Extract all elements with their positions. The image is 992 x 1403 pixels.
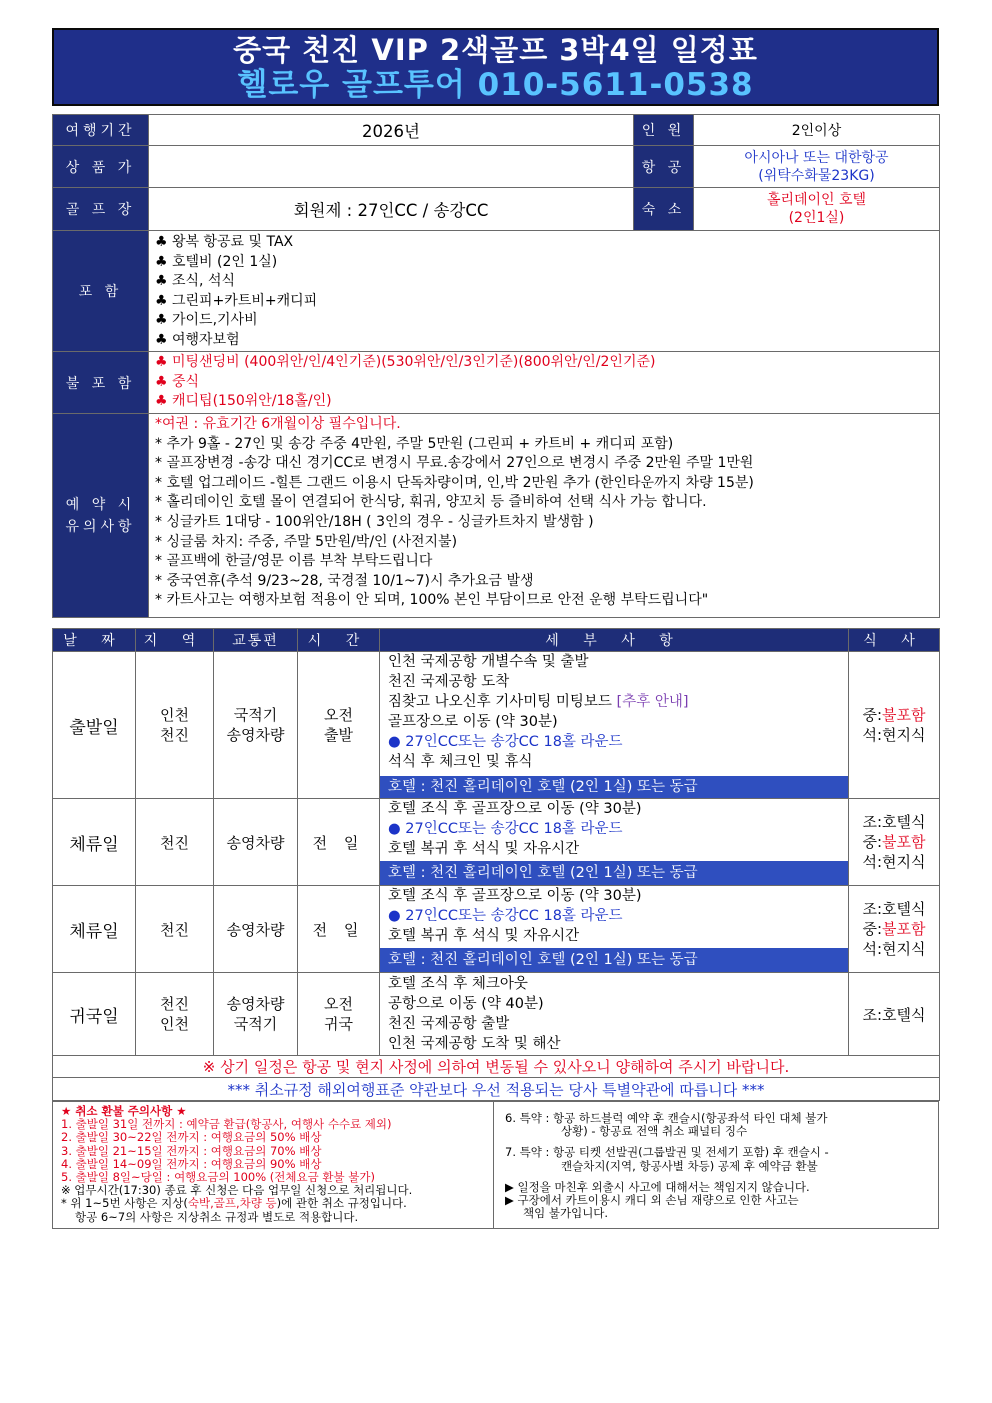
meal-line: 조:호텔식 <box>862 813 926 831</box>
detail-line: 인천 국제공항 도착 및 해산 <box>388 1036 561 1052</box>
region-line: 천진 <box>160 995 189 1013</box>
meal-prefix: 중: <box>862 920 883 938</box>
col-date: 날 짜 <box>53 629 136 652</box>
notes-label-line: 유의사항 <box>65 518 136 535</box>
air-cancel-note: 항공 6~7의 사항은 지상취소 규정과 별도로 적용합니다. <box>75 1209 359 1224</box>
table-row <box>53 799 940 886</box>
col-time: 시 간 <box>298 629 380 652</box>
day-region: 천진 <box>136 799 214 886</box>
liability-note-2: ▶ 구장에서 카트이용시 캐디 외 손님 재량으로 인한 사고는 <box>505 1193 799 1208</box>
note-text: * 위 1~5번 사항은 지상( <box>61 1196 188 1211</box>
meal-line <box>855 832 933 852</box>
meal-line: 석:현지식 <box>862 940 926 958</box>
meal-not-included: 불포함 <box>882 833 926 851</box>
list-item: * 싱글카트 1대당 - 100위안/18H ( 3인의 경우 - 싱글카트차지 발생함 ) <box>155 513 594 530</box>
period-label: 여행기간 <box>53 115 149 146</box>
day-time <box>298 973 380 1056</box>
list-item: ♣ 왕복 항공료 및 TAX <box>155 234 294 250</box>
day-time: 전 일 <box>298 799 380 886</box>
day-transport: 송영차량 <box>214 886 298 973</box>
list-item: ♣ 중식 <box>155 373 200 390</box>
title-banner <box>52 28 939 106</box>
list-item: * 싱글룸 차지: 주중, 주말 5만원/박/인 (사전지불) <box>155 533 458 550</box>
detail-line: 석식 후 체크인 및 휴식 <box>388 754 533 770</box>
cancellation-box <box>52 1101 939 1229</box>
notes-label <box>53 414 149 618</box>
detail-line: 공항으로 이동 (약 40분) <box>388 996 544 1012</box>
people-value: 2인이상 <box>694 115 940 146</box>
bullet-icon: ● <box>388 821 401 837</box>
hotel-bar: 호텔 : 천진 홀리데이인 호텔 (2인 1실) 또는 동급 <box>380 861 848 885</box>
time-line: 출발 <box>324 726 353 744</box>
list-item: ♣ 가이드,기사비 <box>155 312 258 329</box>
table-row <box>53 652 940 799</box>
include-list <box>149 231 940 352</box>
note-text: )에 관한 취소 규정입니다. <box>276 1196 407 1211</box>
special-term-6-cont: 상황) - 항공료 전액 취소 패널티 징수 <box>561 1124 748 1139</box>
list-item: * 호텔 업그레이드 -힐튼 그랜드 이용시 단독차량이며, 인,박 2만원 추가 (한인타운까지 차량 15분) <box>155 474 754 491</box>
hotel-bar: 호텔 : 천진 홀리데이인 호텔 (2인 1실) 또는 동급 <box>380 948 848 972</box>
day-details <box>380 886 849 973</box>
detail-line: 천진 국제공항 도착 <box>388 674 510 690</box>
room-type: (2인1실) <box>788 210 845 226</box>
airline-value <box>694 146 940 188</box>
day-details <box>380 799 849 886</box>
transport-line: 국적기 <box>233 706 278 724</box>
list-item: 3. 출발일 21~15일 전까지 : 여행요금의 70% 배상 <box>61 1143 322 1158</box>
list-item: * 중국연휴(추석 9/23~28, 국경절 10/1~7)시 추가요금 발생 <box>155 572 534 589</box>
time-line: 귀국 <box>324 1015 353 1033</box>
cancellation-rule-notice: *** 취소규정 해외여행표준 약관보다 우선 적용되는 당사 특별약관에 따릅니다 *** <box>53 1078 940 1101</box>
list-item: ♣ 그린피+카트비+캐디피 <box>155 292 318 309</box>
day-meals <box>849 886 940 973</box>
list-item: ♣ 미팅샌딩비 (400위안/인/4인기준)(530위안/인/3인기준)(800위안/인/2인기준) <box>155 354 656 370</box>
day-date: 귀국일 <box>53 973 136 1056</box>
detail-line: 인천 국제공항 개별수속 및 출발 <box>388 654 589 670</box>
contact-subtitle: 헬로우 골프투어 010-5611-0538 <box>237 67 754 103</box>
price-label: 상 품 가 <box>53 146 149 188</box>
day-transport: 송영차량 <box>214 799 298 886</box>
cancellation-title: ★ 취소 환불 주의사항 ★ <box>61 1104 187 1118</box>
transport-line: 국적기 <box>233 1015 278 1033</box>
exclude-label: 불 포 함 <box>53 352 149 414</box>
page-title: 중국 천진 VIP 2색골프 3박4일 일정표 <box>233 33 758 67</box>
special-term-7: 7. 특약 : 항공 티켓 선발권(그룹발권 및 전세기 포함) 후 캔슬시 - <box>505 1145 829 1160</box>
detail-line: 호텔 조식 후 골프장으로 이동 (약 30분) <box>388 888 642 904</box>
schedule-change-notice: ※ 상기 일정은 항공 및 현지 사정에 의하여 변동될 수 있사오니 양해하여 주시기 바랍니다. <box>53 1056 940 1078</box>
golf-value: 회원제 : 27인CC / 송강CC <box>149 188 634 231</box>
col-details: 세 부 사 항 <box>380 629 849 652</box>
special-term-7-cont: 캔슬차지(지역, 항공사별 차등) 공제 후 예약금 환불 <box>561 1158 818 1173</box>
golf-label: 골 프 장 <box>53 188 149 231</box>
detail-line: 호텔 복귀 후 석식 및 자유시간 <box>388 928 580 944</box>
liability-note-2-cont: 책임 불가입니다. <box>523 1206 609 1221</box>
meal-line: 석:현지식 <box>862 726 926 744</box>
meal-line: 조:호텔식 <box>862 900 926 918</box>
region-line: 인천 <box>160 1015 189 1033</box>
day-meals <box>849 973 940 1056</box>
price-value <box>149 146 634 188</box>
transport-line: 송영차량 <box>226 995 285 1013</box>
col-meals: 식 사 <box>849 629 940 652</box>
day-details <box>380 973 849 1056</box>
col-transport: 교통편 <box>214 629 298 652</box>
golf-round: 27인CC또는 송강CC 18홀 라운드 <box>405 908 623 924</box>
day-time: 전 일 <box>298 886 380 973</box>
day-region <box>136 652 214 799</box>
baggage-allowance: (위탁수화물23KG) <box>758 167 875 184</box>
meal-prefix: 중: <box>862 706 883 724</box>
list-item: ♣ 호텔비 (2인 1실) <box>155 253 278 270</box>
meal-not-included: 불포함 <box>882 706 926 724</box>
period-value: 2026년 <box>149 115 634 146</box>
special-term-6: 6. 특약 : 항공 하드블럭 예약 후 캔슬시(항공좌석 타인 대체 불가 <box>505 1111 828 1125</box>
info-table <box>52 114 940 618</box>
people-label: 인 원 <box>634 115 694 146</box>
detail-line: 호텔 조식 후 체크아웃 <box>388 976 528 992</box>
include-label: 포 함 <box>53 231 149 352</box>
bullet-icon: ● <box>388 908 401 924</box>
day-date: 체류일 <box>53 886 136 973</box>
table-row <box>53 973 940 1056</box>
detail-line: 골프장으로 이동 (약 30분) <box>388 714 558 730</box>
list-item: * 카트사고는 여행자보험 적용이 안 되며, 100% 본인 부담이므로 안전 운행 부탁드립니다" <box>155 592 709 609</box>
cancellation-right <box>495 1102 938 1228</box>
bullet-icon: ● <box>388 734 401 750</box>
list-item: 1. 출발일 31일 전까지 : 예약금 환급(항공사, 여행사 수수료 제외) <box>61 1117 392 1132</box>
passport-note: *여권 : 유효기간 6개월이상 필수입니다. <box>155 416 401 432</box>
list-item: * 홀리데이인 호텔 몰이 연결되어 한식당, 훠궈, 양꼬치 등 즐비하여 선택 식사 가능 합니다. <box>155 494 707 511</box>
list-item: ♣ 조식, 석식 <box>155 273 235 290</box>
hotel-name: 홀리데이인 호텔 <box>766 192 867 208</box>
golf-round: 27인CC또는 송강CC 18홀 라운드 <box>405 734 623 750</box>
schedule-table <box>52 628 940 1101</box>
note-highlight: 숙박,골프,차량 등 <box>187 1196 277 1211</box>
office-hours-note: ※ 업무시간(17:30) 종료 후 신청은 다음 업무일 신청으로 처리됩니다. <box>61 1183 413 1198</box>
list-item: ♣ 여행자보험 <box>155 331 240 348</box>
day-transport <box>214 973 298 1056</box>
day-meals <box>849 799 940 886</box>
table-row <box>53 886 940 973</box>
day-details <box>380 652 849 799</box>
list-item: 2. 출발일 30~22일 전까지 : 여행요금의 50% 배상 <box>61 1130 322 1145</box>
hotel-label: 숙 소 <box>634 188 694 231</box>
airline-name: 아시아나 또는 대한항공 <box>744 149 889 166</box>
region-line: 인천 <box>160 706 189 724</box>
list-item: * 추가 9홀 - 27인 및 송강 주중 4만원, 주말 5만원 (그린피 + 카트비 + 캐디피 포함) <box>155 435 674 452</box>
list-item: 4. 출발일 14~09일 전까지 : 여행요금의 90% 배상 <box>61 1156 322 1171</box>
meal-line: 석:현지식 <box>862 853 926 871</box>
transport-line: 송영차량 <box>226 726 285 744</box>
day-meals <box>849 652 940 799</box>
day-date: 출발일 <box>53 652 136 799</box>
meal-prefix: 중: <box>862 833 883 851</box>
list-item: * 골프백에 한글/영문 이름 부착 부탁드립니다 <box>155 553 433 570</box>
detail-line: 호텔 복귀 후 석식 및 자유시간 <box>388 841 580 857</box>
hotel-bar: 호텔 : 천진 홀리데이인 호텔 (2인 1실) 또는 동급 <box>380 776 848 798</box>
meal-not-included: 불포함 <box>882 920 926 938</box>
liability-note-1: ▶ 일정을 마친후 외출시 사고에 대해서는 책임지지 않습니다. <box>505 1179 810 1194</box>
detail-line <box>380 906 848 926</box>
detail-line <box>380 692 848 712</box>
region-line: 천진 <box>160 726 189 744</box>
airline-label: 항 공 <box>634 146 694 188</box>
cancellation-left <box>53 1102 494 1228</box>
day-region <box>136 973 214 1056</box>
exclude-list <box>149 352 940 414</box>
list-item: * 골프장변경 -송강 대신 경기CC로 변경시 무료.송강에서 27인으로 변경시 주중 2만원 주말 1만원 <box>155 455 754 472</box>
notes-list <box>149 414 940 618</box>
day-region: 천진 <box>136 886 214 973</box>
detail-line <box>380 819 848 839</box>
list-item: 5. 출발일 8일~당일 : 여행요금의 100% (전체요금 환불 불가) <box>61 1170 375 1185</box>
day-transport <box>214 652 298 799</box>
detail-line: 천진 국제공항 출발 <box>388 1016 510 1032</box>
meal-line <box>855 705 933 725</box>
meal-line <box>855 919 933 939</box>
time-line: 오전 <box>324 706 353 724</box>
detail-line <box>380 732 848 752</box>
notes-label-line: 예 약 시 <box>65 496 136 513</box>
detail-text: 짐찾고 나오신후 기사미팅 미팅보드 <box>388 694 612 710</box>
day-date: 체류일 <box>53 799 136 886</box>
detail-line: 호텔 조식 후 골프장으로 이동 (약 30분) <box>388 801 642 817</box>
list-item: ♣ 캐디팁(150위안/18홀/인) <box>155 393 332 410</box>
hotel-value <box>694 188 940 231</box>
col-region: 지 역 <box>136 629 214 652</box>
meal-line: 조:호텔식 <box>862 1005 926 1024</box>
day-time <box>298 652 380 799</box>
ground-cancel-note <box>61 1197 493 1210</box>
golf-round: 27인CC또는 송강CC 18홀 라운드 <box>405 821 623 837</box>
meeting-board-note: [추후 안내] <box>616 694 689 710</box>
time-line: 오전 <box>324 995 353 1013</box>
